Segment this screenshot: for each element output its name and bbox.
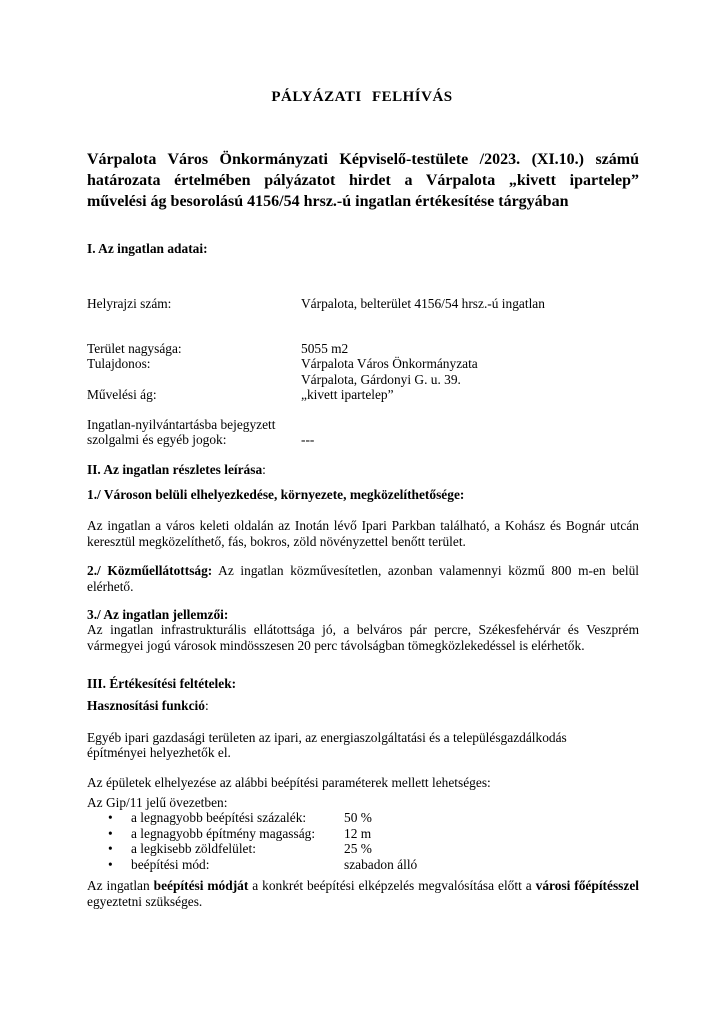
final-text-1: Az ingatlan [87,878,154,893]
parameters-intro: Az épületek elhelyezése az alábbi beépítési paraméterek mellett lehetséges: [87,775,491,790]
final-bold-1: beépítési módját [153,878,249,893]
sub-1-paragraph [87,518,639,550]
final-line-2: egyeztetni szükséges. [87,894,203,909]
sub-2-line-2: elérhető. [87,579,134,594]
param-4-value: szabadon álló [344,857,418,872]
section-2-heading [87,462,266,478]
sub-2-paragraph [87,563,639,595]
intro-line-1: Várpalota Város Önkormányzati Képviselő-testülete /2023. (XI.10.) számú [87,151,639,168]
tulajdonos-value-1: Várpalota Város Önkormányzata [301,356,478,371]
sub-1-heading: 1./ Városon belüli elhelyezkedése, környezete, megközelíthetősége: [87,487,465,502]
sub-3-line-1: Az ingatlan infrastrukturális ellátottsága jó, a belváros pár percre, Székesfehérvár és Veszprém [87,622,639,637]
final-text-2: a konkrét beépítési elképzelés megvalósítása előtt a [248,878,536,893]
hrsz-label: Helyrajzi szám: [87,296,172,311]
intro-heading [87,149,639,212]
jogok-label-2: szolgalmi és egyéb jogok: [87,432,227,447]
final-paragraph [87,878,639,910]
hasznositasi-colon: : [204,698,209,713]
section-2-heading-text: II. Az ingatlan részletes leírása [87,462,263,477]
sub-1-line-2: keresztül megközelíthető, fás, bokros, zöld növényzettel benőtt terület. [87,534,466,549]
intro-line-2: határozata értelmében pályázatot hirdet a Várpalota „kivett ipartelep” [87,172,639,189]
sub-3-heading: 3./ Az ingatlan jellemzői: [87,607,229,622]
kozmu-text: Az ingatlan közművesítetlen, azonban valamennyi közmű 800 m-en belül [212,563,639,578]
section-3-heading: III. Értékesítési feltételek: [87,676,237,691]
terulet-label: Terület nagysága: [87,341,182,356]
param-1-label: a legnagyobb beépítési százalék: [131,810,307,825]
muvelesi-ag-value: „kivett ipartelep” [301,387,394,402]
sub-3-line-2: vármegyei jogú városok mindösszesen 20 perc távolságban tömegközlekedéssel is elérhetők. [87,638,585,653]
final-line-1 [87,878,639,894]
param-2-value: 12 m [344,826,372,841]
hasznositasi-heading [87,698,209,714]
param-4-label: beépítési mód: [131,857,210,872]
final-bold-2: városi főépítésszel [535,878,639,893]
jogok-value: --- [301,432,315,447]
section-2-heading-colon: : [262,462,266,477]
hrsz-value: Várpalota, belterület 4156/54 hrsz.-ú ingatlan [301,296,545,311]
funkcio-line-1: Egyéb ipari gazdasági területen az ipari, az energiaszolgáltatási és a településgazdálkodás [87,730,567,745]
param-2-label: a legnagyobb építmény magasság: [131,826,316,841]
hasznositasi-label: Hasznosítási funkció [87,698,205,713]
param-3-value: 25 % [344,841,372,856]
bullet-3: • [108,841,113,856]
muvelesi-ag-label: Művelési ág: [87,387,157,402]
param-1-value: 50 % [344,810,372,825]
zone-line: Az Gip/11 jelű övezetben: [87,795,228,810]
intro-line-3: művelési ág besorolású 4156/54 hrsz.-ú ingatlan értékesítése tárgyában [87,193,569,210]
bullet-4: • [108,857,113,872]
sub-3-paragraph [87,622,639,654]
terulet-value: 5055 m2 [301,341,349,356]
param-3-label: a legkisebb zöldfelület: [131,841,256,856]
bullet-2: • [108,826,113,841]
kozmu-label: 2./ Közműellátottság: [87,563,213,578]
bullet-1: • [108,810,113,825]
page-title: PÁLYÁZATI FELHÍVÁS [271,89,453,105]
section-1-heading: I. Az ingatlan adatai: [87,241,208,256]
funkcio-line-2: építményei helyezhetők el. [87,745,231,760]
sub-1-line-1: Az ingatlan a város keleti oldalán az Inotán lévő Ipari Parkban található, a Kohász és Bognár utcán [87,518,639,533]
jogok-label-1: Ingatlan-nyilvántartásba bejegyzett [87,417,276,432]
tulajdonos-value-2: Várpalota, Gárdonyi G. u. 39. [301,372,461,387]
sub-2-line-1 [87,563,639,579]
tulajdonos-label: Tulajdonos: [87,356,151,371]
